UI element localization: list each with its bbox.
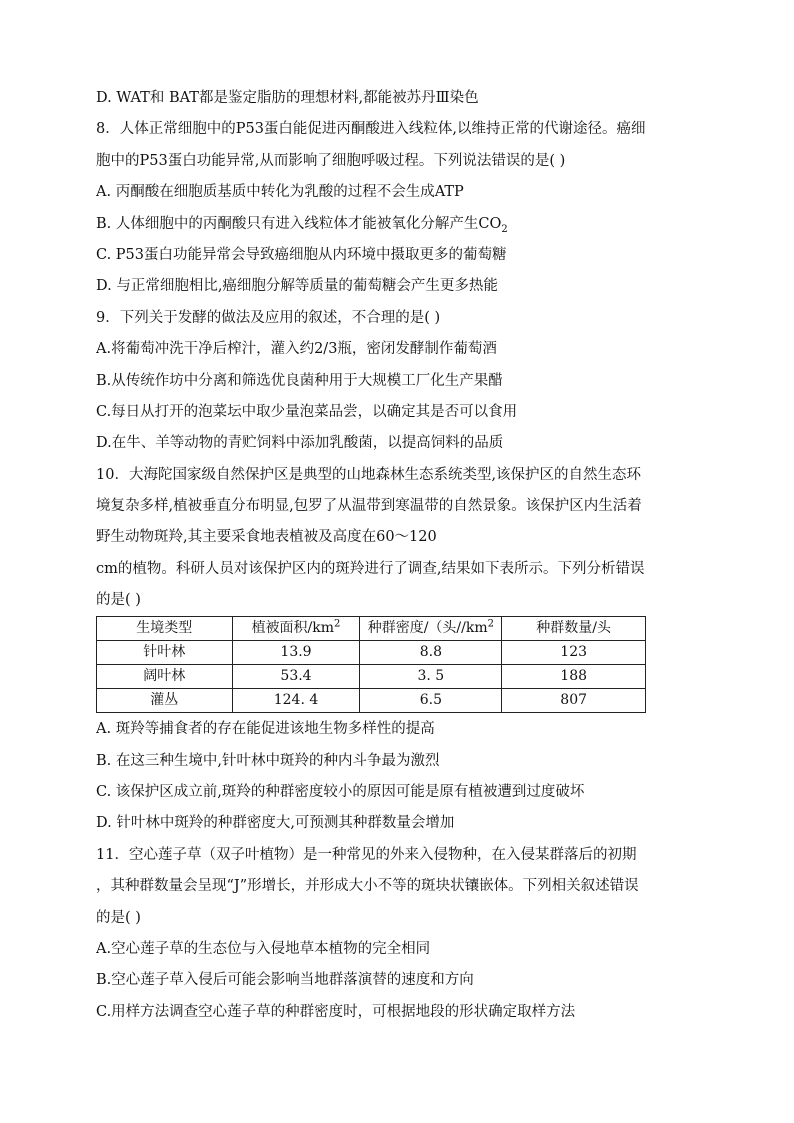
option-a-q11: A.空心莲子草的生态位与入侵地草本植物的完全相同 (96, 940, 431, 957)
option-b-q11: B.空心莲子草入侵后可能会影响当地群落演替的速度和方向 (96, 972, 474, 989)
table-cell: 123 (502, 641, 646, 665)
table-cell: 188 (502, 665, 646, 689)
question-9: 9．下列关于发酵的做法及应用的叙述，不合理的是( ) (96, 309, 441, 326)
option-c-q8: C. P53蛋白功能异常会导致癌细胞从内环境中摄取更多的葡萄糖 (96, 246, 507, 263)
question-11-line-2: ，其种群数量会呈现“J”形增长，并形成大小不等的斑块状镶嵌体。下列相关叙述错误 (96, 878, 639, 895)
co2-subscript: 2 (501, 223, 508, 234)
table-header: 种群密度/（头$//km^2$ (360, 617, 502, 641)
option-c-q11: C.用样方法调查空心莲子草的种群密度时，可根据地段的形状确定取样方法 (96, 1003, 576, 1020)
question-10-line-1: 10．大海陀国家级自然保护区是典型的山地森林生态系统类型,该保护区的自然生态环 (96, 466, 642, 483)
table-row (97, 689, 646, 713)
option-c-q10: C. 该保护区成立前,斑羚的种群密度较小的原因可能是原有植被遭到过度破坏 (96, 784, 585, 801)
option-b-q10: B. 在这三种生境中,针叶林中斑羚的种内斗争最为激烈 (96, 752, 440, 769)
option-a-q8: A. 丙酮酸在细胞质基质中转化为乳酸的过程不会生成ATP (96, 184, 464, 201)
option-d-q10: D. 针叶林中斑羚的种群密度大,可预测其种群数量会增加 (96, 815, 455, 832)
option-d-q9: D.在牛、羊等动物的青贮饲料中添加乳酸菌，以提高饲料的品质 (96, 435, 504, 452)
question-11-line-1: 11．空心莲子草（双子叶植物）是一种常见的外来入侵物种，在入侵某群落后的初期 (96, 846, 637, 863)
question-10-line-3: 野生动物斑羚,其主要采食地表植被及高度在60～120 (96, 529, 437, 546)
question-11-line-3: 的是( ) (96, 909, 141, 926)
option-b-q9: B.从传统作坊中分离和筛选优良菌种用于大规模工厂化生产果醋 (96, 372, 503, 389)
option-d-q8: D. 与正常细胞相比,癌细胞分解等质量的葡萄糖会产生更多热能 (96, 278, 498, 295)
table-cell: 807 (502, 689, 646, 713)
question-8-line-1: 8．人体正常细胞中的P53蛋白能促进丙酮酸进入线粒体,以维持正常的代谢途径。癌细 (96, 121, 646, 138)
table-cell: 3. 5 (360, 665, 502, 689)
option-a-q9: A.将葡萄冲洗干净后榨汁，灌入约2/3瓶，密闭发酵制作葡萄酒 (96, 341, 497, 358)
table-header: 种群数量/头 (502, 617, 646, 641)
table-header: 植被面积$/km^2$ (232, 617, 360, 641)
question-10-line-5: 的是( ) (96, 592, 141, 609)
table-cell: 阔叶林 (97, 665, 233, 689)
table-cell: 13.9 (232, 641, 360, 665)
table-cell: 6.5 (360, 689, 502, 713)
table-cell: 针叶林 (97, 641, 233, 665)
table-cell: 53.4 (232, 665, 360, 689)
table-cell: 124. 4 (232, 689, 360, 713)
table-cell: 8.8 (360, 641, 502, 665)
survey-table (96, 616, 646, 713)
option-a-q10: A. 斑羚等捕食者的存在能促进该地生物多样性的提高 (96, 721, 435, 738)
table-row (97, 641, 646, 665)
question-8-line-2: 胞中的P53蛋白功能异常,从而影响了细胞呼吸过程。下列说法错误的是( ) (96, 152, 566, 169)
table-cell: 灌丛 (97, 689, 233, 713)
question-10-line-4: cm的植物。科研人员对该保护区内的斑羚进行了调查,结果如下表所示。下列分析错误 (96, 560, 645, 577)
table-header: 生境类型 (97, 617, 233, 641)
document-content (96, 88, 698, 1033)
table-row (97, 665, 646, 689)
option-c-q9: C.每日从打开的泡菜坛中取少量泡菜品尝，以确定其是否可以食用 (96, 403, 518, 420)
table-header-row (97, 617, 646, 641)
question-10-line-2: 境复杂多样,植被垂直分布明显,包罗了从温带到寒温带的自然景象。该保护区内生活着 (96, 498, 642, 515)
option-b-q8: B. 人体细胞中的丙酮酸只有进入线粒体才能被氧化分解产生$CO_2$ (96, 215, 508, 234)
option-d-q7: D. WAT和 BAT都是鉴定脂肪的理想材料,都能被苏丹Ⅲ染色 (96, 90, 479, 106)
